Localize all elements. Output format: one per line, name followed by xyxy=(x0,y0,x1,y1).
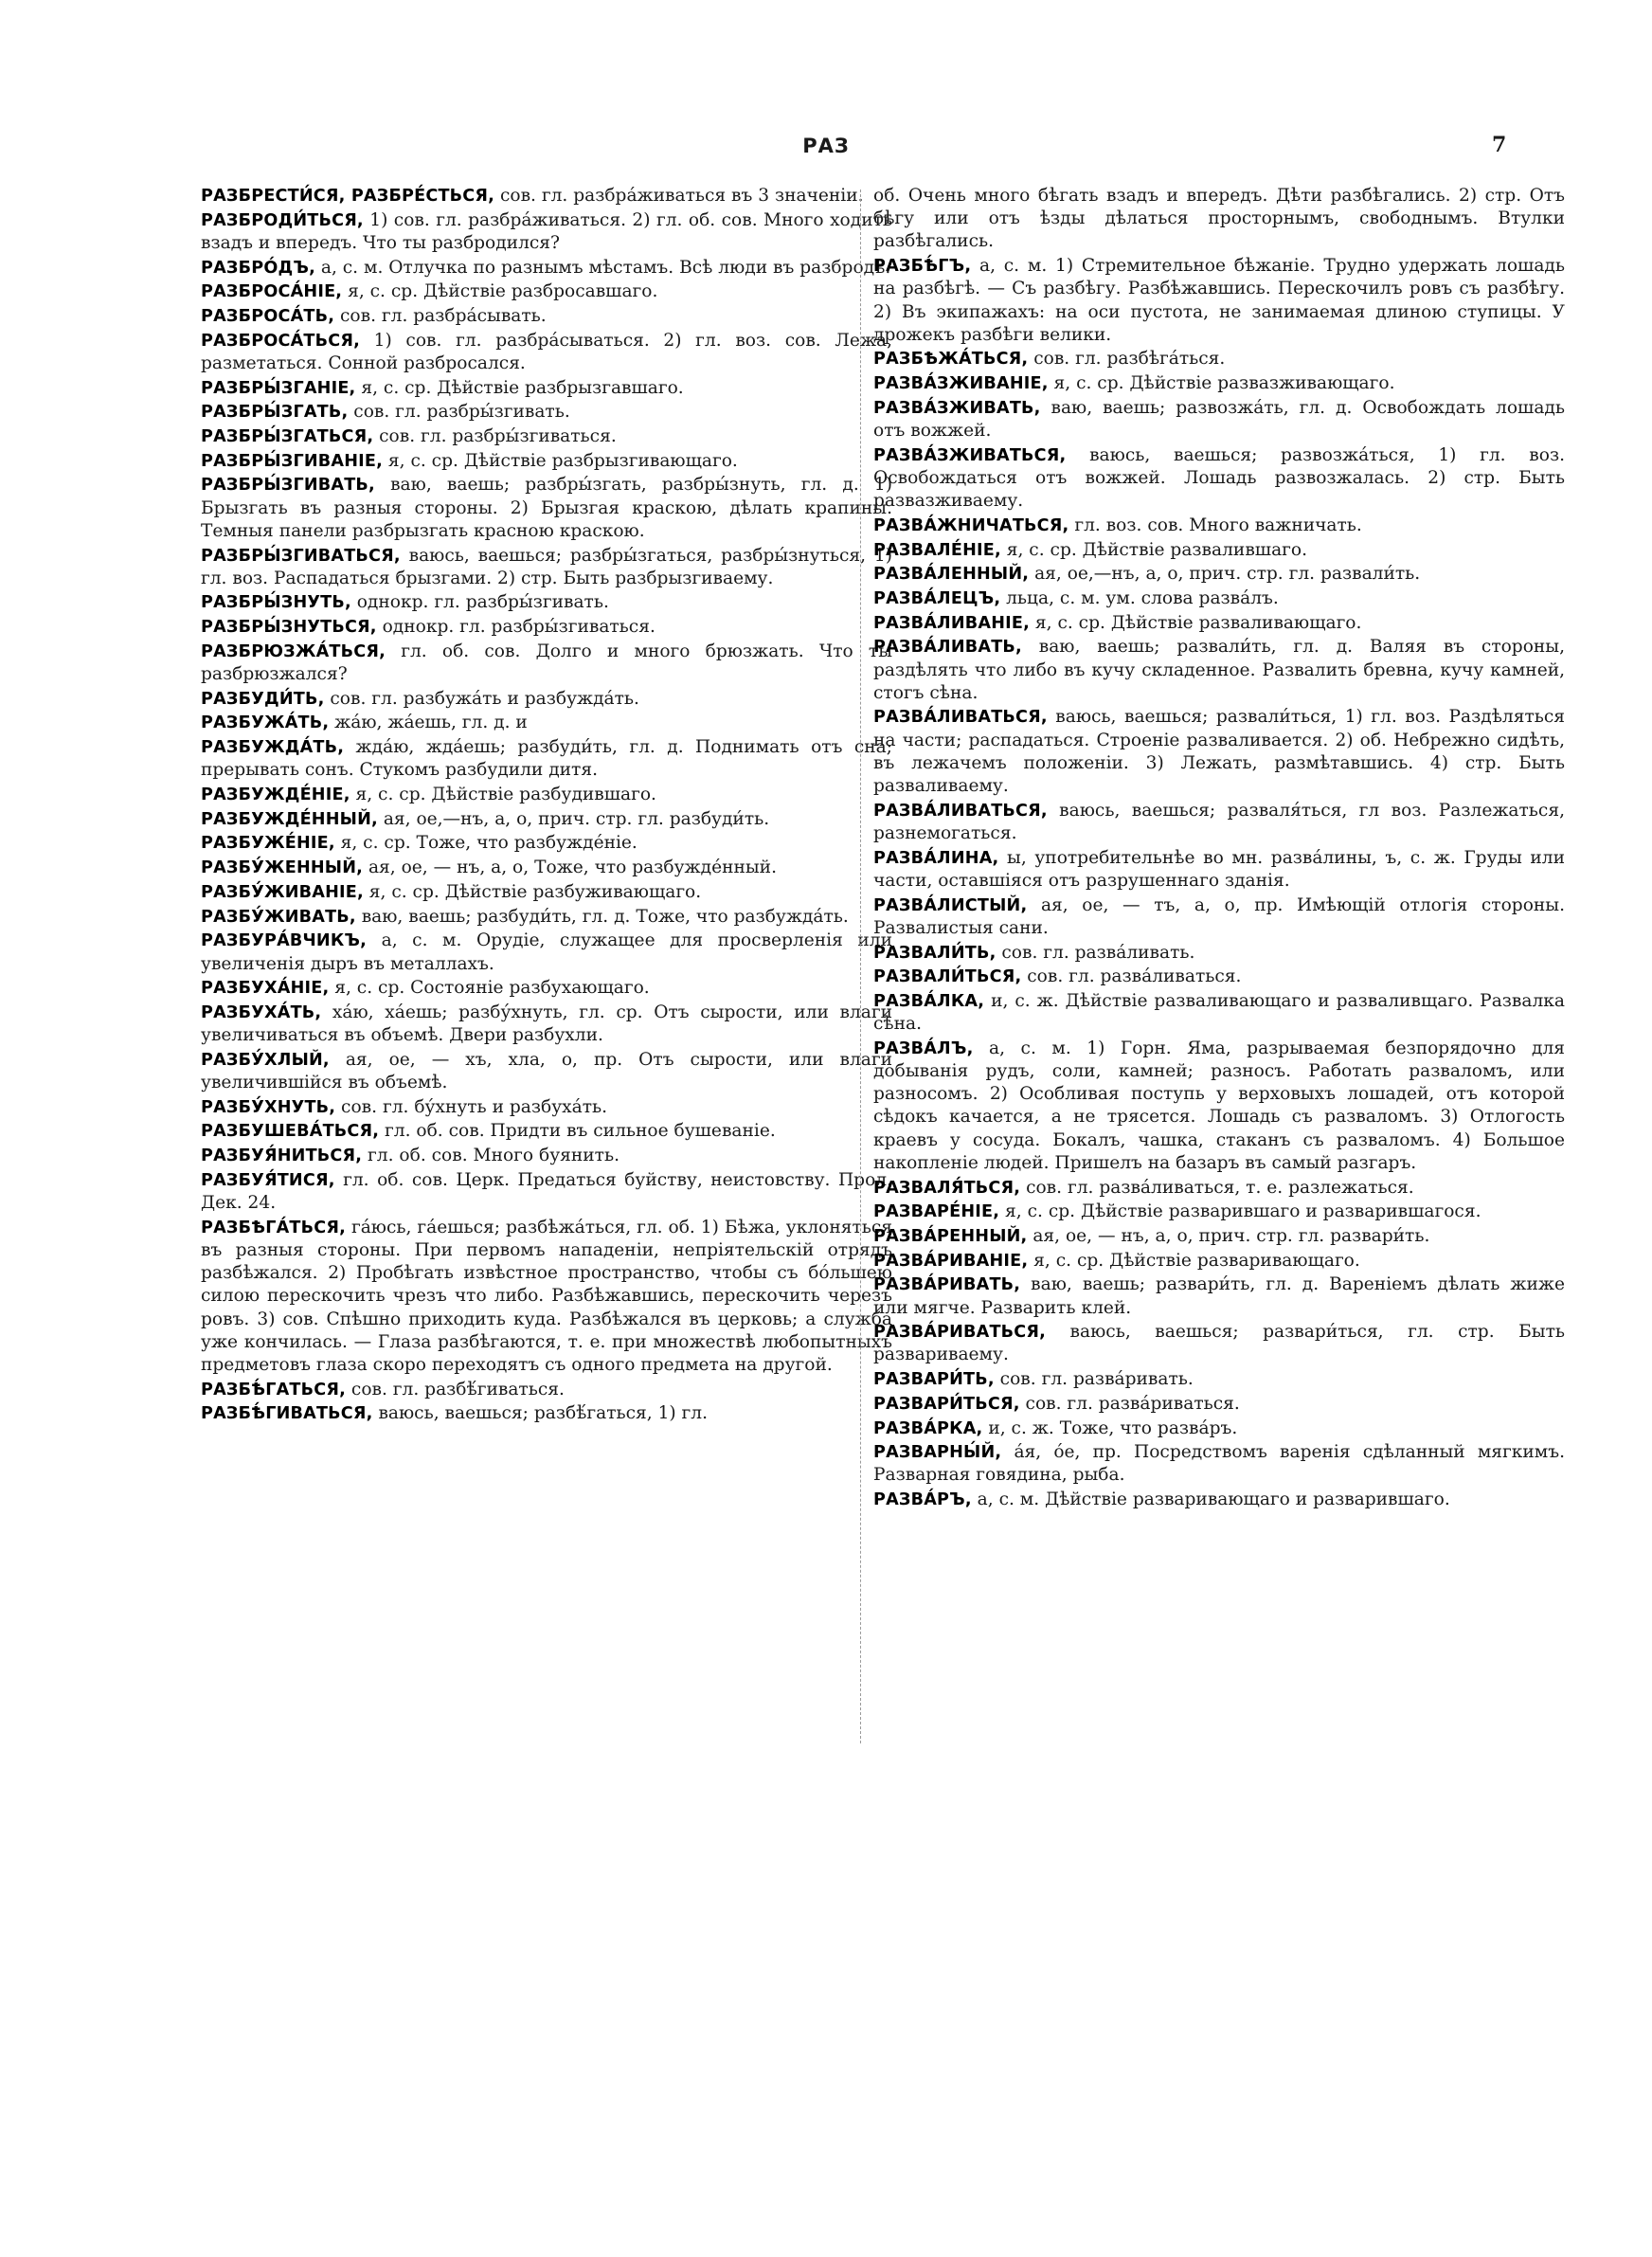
entry-headword: РАЗВАЛИ́ТЬ, xyxy=(873,943,997,963)
entry-definition: ха́ю, ха́ешь; разбу́хнуть, гл. ср. Отъ сырости, или влаги увеличиваться въ объемѣ. Двери разбухли. xyxy=(201,1002,892,1046)
entry-headword: РАЗБУЯ́НИТЬСЯ, xyxy=(201,1147,363,1166)
entry-headword: РАЗВА́ЛИВАТЬСЯ, xyxy=(873,801,1048,821)
dictionary-entry xyxy=(873,185,1565,254)
dictionary-entry xyxy=(873,348,1565,370)
dictionary-entry xyxy=(201,1379,892,1401)
entry-definition: ая, ое, — хъ, хла, о, пр. Отъ сырости, или влаги увеличившійся въ объемѣ. xyxy=(201,1049,892,1093)
dictionary-entry xyxy=(201,545,892,590)
entry-definition: ваю, ваешь; развари́ть, гл. д. Вареніемъ дѣлать жиже или мягче. Разварить клей. xyxy=(873,1274,1565,1318)
dictionary-entry xyxy=(873,1393,1565,1416)
entry-definition: и, с. ж. Тоже, что разва́ръ. xyxy=(982,1417,1238,1438)
entry-definition: гл. об. сов. Придти въ сильное бушеваніе. xyxy=(379,1121,776,1142)
entry-definition: сов. гл. бу́хнуть и разбуха́ть. xyxy=(335,1096,608,1117)
right-column xyxy=(873,185,1565,1513)
dictionary-entry xyxy=(201,185,892,208)
dictionary-entry xyxy=(873,1273,1565,1319)
dictionary-entry xyxy=(873,612,1565,635)
entry-headword: РАЗБУХА́ТЬ, xyxy=(201,1002,322,1022)
entry-definition: ваю, ваешь; разбуди́ть, гл. д. Тоже, что разбужда́ть. xyxy=(355,906,849,927)
dictionary-entry xyxy=(201,591,892,614)
entry-definition: сов. гл. разбѣ́гиваться. xyxy=(346,1379,565,1399)
entry-headword: РАЗБУ́ЖИВАНІЕ, xyxy=(201,882,364,902)
dictionary-entry xyxy=(201,616,892,639)
dictionary-entry xyxy=(873,894,1565,940)
entry-definition: жа́ю, жа́ешь, гл. д. и xyxy=(329,713,528,733)
dictionary-entry xyxy=(201,1145,892,1167)
entry-headword: РАЗБѢЖА́ТЬСЯ, xyxy=(873,350,1029,370)
entry-headword: РАЗВА́ЛИСТЫЙ, xyxy=(873,895,1028,915)
entry-definition: об. Очень много бѣгать взадъ и впередъ. Дѣти разбѣгались. 2) стр. Отъ бѣгу или отъ ѣзды дѣлаться просторнымъ, свободнымъ. Втулки разбѣгались. xyxy=(873,186,1565,252)
entry-definition: ая, ое,—нъ, а, о, прич. стр. гл. развали́ть. xyxy=(1029,564,1421,585)
entry-definition: и, с. ж. Дѣйствіе разваливающаго и разваливщаго. Развалка сѣна. xyxy=(873,990,1565,1035)
dictionary-entry xyxy=(201,712,892,734)
entry-headword: РАЗБУ́ХНУТЬ, xyxy=(201,1097,336,1117)
dictionary-entry xyxy=(201,330,892,375)
dictionary-entry xyxy=(201,280,892,303)
dictionary-entry xyxy=(201,930,892,975)
entry-headword: РАЗБУЖДЕ́НІЕ, xyxy=(201,785,350,805)
dictionary-entry xyxy=(873,397,1565,442)
dictionary-entry xyxy=(201,450,892,473)
entry-definition: сов. гл. разва́ливаться, т. е. разлежаться. xyxy=(1020,1177,1414,1198)
dictionary-entry xyxy=(201,1096,892,1119)
dictionary-entry xyxy=(201,808,892,831)
entry-headword: РАЗВА́ЛИВАТЬ, xyxy=(873,638,1022,658)
entry-headword: РАЗБРОДИ́ТЬСЯ, xyxy=(201,210,364,230)
entry-definition: сов. гл. разбры́згивать. xyxy=(348,402,570,423)
entry-definition: ваюсь, ваешься; разваля́ться, гл воз. Разлежаться, разнемогаться. xyxy=(873,800,1565,843)
entry-headword: РАЗВА́РИВАТЬ, xyxy=(873,1275,1021,1295)
entry-headword: РАЗВА́ЛИВАНІЕ, xyxy=(873,613,1030,633)
dictionary-entry xyxy=(873,539,1565,562)
dictionary-entry xyxy=(201,257,892,280)
entry-headword: РАЗБУЖДА́ТЬ, xyxy=(201,738,345,758)
entry-headword: РАЗВАРИ́ТЬСЯ, xyxy=(873,1394,1020,1414)
entry-definition: я, с. ср. Дѣйствіе развазживающаго. xyxy=(1048,373,1395,394)
entry-headword: РАЗБРЫ́ЗГАТЬ, xyxy=(201,403,349,423)
dictionary-entry xyxy=(873,563,1565,586)
entry-definition: а, с. м. 1) Стремительное бѣжаніе. Трудно удержать лошадь на разбѣгѣ. — Съ разбѣгу. Разбѣжавшись. Перескочилъ ровъ съ разбѣгу. 2) Въ экипажахъ: на оси пустота, не занимаемая длиною ступицы. У дрожекъ разбѣги велики. xyxy=(873,256,1565,345)
entry-definition: ваюсь, ваешься; развари́ться, гл. стр. Быть развариваему. xyxy=(873,1322,1565,1365)
entry-definition: я, с. ср. Дѣйствіе разваривающаго. xyxy=(1028,1250,1360,1271)
dictionary-entry xyxy=(873,1038,1565,1175)
entry-headword: РАЗБѢ́ГИВАТЬСЯ, xyxy=(201,1404,373,1424)
dictionary-entry xyxy=(201,401,892,424)
dictionary-entry xyxy=(873,1489,1565,1511)
page-number: 7 xyxy=(1492,133,1507,157)
entry-headword: РАЗБУШЕВА́ТЬСЯ, xyxy=(201,1122,380,1142)
dictionary-entry xyxy=(201,474,892,543)
dictionary-entry xyxy=(201,857,892,879)
entry-definition: я, с. ср. Дѣйствіе разбрызгивающаго. xyxy=(382,450,738,471)
entry-headword: РАЗВАЛЯ́ТЬСЯ, xyxy=(873,1178,1021,1198)
dictionary-entry xyxy=(873,1368,1565,1391)
entry-definition: ваю, ваешь; развозжа́ть, гл. д. Освобождать лошадь отъ вожжей. xyxy=(873,397,1565,442)
dictionary-entry xyxy=(201,1402,892,1425)
entry-headword: РАЗВАРЕ́НІЕ, xyxy=(873,1202,1000,1222)
entry-definition: сов. гл. разва́риваться. xyxy=(1019,1393,1240,1414)
entry-definition: сов. гл. разбра́сывать. xyxy=(334,306,547,327)
entry-definition: ая, ое,—нъ, а, о, прич. стр. гл. разбуди́ть. xyxy=(377,808,770,829)
entry-definition: ваюсь, ваешься; разбры́згаться, разбры́знуться, 1) гл. воз. Распадаться брызгами. 2) стр. Быть разбрызгиваему. xyxy=(201,545,892,588)
dictionary-entry xyxy=(873,636,1565,705)
dictionary-entry xyxy=(873,847,1565,893)
entry-headword: РАЗБУДИ́ТЬ, xyxy=(201,689,325,709)
entry-headword: РАЗБРОСА́ТЬСЯ, xyxy=(201,331,360,351)
entry-headword: РАЗВА́ЛИВАТЬСЯ, xyxy=(873,708,1048,728)
entry-headword: РАЗБѢ́ГЪ, xyxy=(873,257,972,277)
entry-headword: РАЗБРЫ́ЗНУТЬ, xyxy=(201,593,351,613)
entry-definition: а, с. м. Дѣйствіе разваривающаго и разварившаго. xyxy=(971,1490,1450,1510)
running-head: РАЗ xyxy=(802,135,850,157)
dictionary-entry xyxy=(201,832,892,855)
entry-headword: РАЗБУЖЕ́НІЕ, xyxy=(201,834,335,854)
entry-definition: гл. воз. сов. Много важничать. xyxy=(1068,515,1362,535)
entry-definition: ваюсь, ваешься; разбѣ́гаться, 1) гл. xyxy=(372,1403,709,1424)
dictionary-entry xyxy=(201,641,892,686)
entry-definition: я, с. ср. Дѣйствіе разварившаго и разварившагося. xyxy=(999,1201,1481,1222)
entry-definition: 1) сов. гл. разбра́живаться. 2) гл. об. сов. Много ходить взадъ и впередъ. Что ты разбродился? xyxy=(201,209,892,253)
entry-definition: а, с. м. 1) Горн. Яма, разрываемая безпорядочно для добыванія рудъ, соли, камней; разносъ. Работать разваломъ, или разносомъ. 2) Особливая поступь у верховыхъ лошадей, отъ которой сѣдокъ качается, а не трясется. Лошадь съ разваломъ. 3) Отлогость краевъ у сосуда. Бокалъ, чашка, стаканъ съ разваломъ. 4) Большое накопленіе людей. Пришелъ на базаръ въ самый разгаръ. xyxy=(873,1038,1565,1173)
entry-headword: РАЗБУЖДЕ́ННЫЙ, xyxy=(201,809,378,829)
entry-headword: РАЗВАРИ́ТЬ, xyxy=(873,1370,995,1390)
dictionary-entry xyxy=(201,688,892,711)
entry-definition: а, с. м. Отлучка по разнымъ мѣстамъ. Всѣ люди въ разбродѣ. xyxy=(314,257,891,278)
entry-definition: 1) сов. гл. разбра́сываться. 2) гл. воз. сов. Лежа, разметаться. Сонной разбросался. xyxy=(201,330,892,373)
entry-definition: ваюсь, ваешься; развали́ться, 1) гл. воз. Раздѣляться на части; распадаться. Строеніе разваливается. 2) об. Небрежно сидѣть, въ лежачемъ положеніи. 3) Лежать, размѣтавшись. 4) стр. Быть разваливаему. xyxy=(873,707,1565,797)
entry-definition: я, с. ср. Тоже, что разбужде́ніе. xyxy=(334,833,637,854)
dictionary-entry xyxy=(873,990,1565,1036)
dictionary-entry xyxy=(873,1201,1565,1223)
entry-headword: РАЗВА́РКА, xyxy=(873,1418,983,1438)
entry-headword: РАЗБУЖА́ТЬ, xyxy=(201,713,330,733)
entry-definition: сов. гл. разбры́згиваться. xyxy=(373,426,617,447)
dictionary-entry xyxy=(201,425,892,448)
entry-headword: РАЗВА́ЛЪ, xyxy=(873,1038,974,1058)
dictionary-entry xyxy=(873,1250,1565,1273)
entry-definition: гл. об. сов. Церк. Предаться буйству, неистовству. Прол. Дек. 24. xyxy=(201,1169,892,1214)
entry-headword: РАЗБУ́ХЛЫЙ, xyxy=(201,1050,330,1070)
entry-definition: льца, с. м. ум. слова разва́лъ. xyxy=(1000,587,1279,608)
entry-headword: РАЗВА́ЗЖИВАТЬСЯ, xyxy=(873,445,1067,465)
entry-headword: РАЗБРЫ́ЗГАНІЕ, xyxy=(201,378,356,398)
entry-headword: РАЗБУ́ЖЕННЫЙ, xyxy=(201,858,364,878)
dictionary-entry xyxy=(873,255,1565,347)
dictionary-entry xyxy=(873,1321,1565,1366)
entry-headword: РАЗВА́ЛКА, xyxy=(873,991,985,1011)
dictionary-entry xyxy=(873,515,1565,537)
entry-headword: РАЗБРЫ́ЗНУТЬСЯ, xyxy=(201,618,377,638)
entry-headword: РАЗВА́РЪ, xyxy=(873,1490,972,1510)
entry-headword: РАЗБРОСА́ТЬ, xyxy=(201,307,335,327)
column-divider xyxy=(860,190,861,1743)
entry-definition: я, с. ср. Дѣйствіе разбудившаго. xyxy=(350,785,656,805)
dictionary-entry xyxy=(201,784,892,806)
dictionary-entry xyxy=(201,906,892,929)
entry-definition: я, с. ср. Состояніе разбухающаго. xyxy=(329,978,650,999)
entry-definition: я, с. ср. Дѣйствіе разбуживающаго. xyxy=(363,881,702,902)
entry-headword: РАЗВАРНЫ́Й, xyxy=(873,1443,1002,1463)
entry-headword: РАЗВА́ЖНИЧАТЬСЯ, xyxy=(873,515,1069,535)
entry-headword: РАЗБРО́ДЪ, xyxy=(201,258,315,278)
entry-headword: РАЗВА́РИВАТЬСЯ, xyxy=(873,1323,1047,1343)
entry-definition: однокр. гл. разбры́згивать. xyxy=(350,592,609,613)
dictionary-entry xyxy=(201,305,892,328)
entry-definition: а́я, о́е, пр. Посредствомъ варенія сдѣланный мягкимъ. Разварная говядина, рыба. xyxy=(873,1442,1565,1486)
dictionary-entry xyxy=(873,372,1565,395)
dictionary-entry xyxy=(873,706,1565,798)
entry-headword: РАЗВА́ЗЖИВАТЬ, xyxy=(873,398,1041,418)
dictionary-entry xyxy=(873,1441,1565,1487)
entry-headword: РАЗВАЛИ́ТЬСЯ, xyxy=(873,967,1022,987)
dictionary-entry xyxy=(201,1217,892,1377)
entry-definition: жда́ю, жда́ешь; разбуди́ть, гл. д. Поднимать отъ сна; прерывать сонъ. Стукомъ разбудили дитя. xyxy=(201,737,892,781)
entry-definition: я, с. ср. Дѣйствіе разваливающаго. xyxy=(1029,612,1362,633)
entry-headword: РАЗВА́ЛЕННЫЙ, xyxy=(873,565,1030,585)
entry-headword: РАЗБРЮЗЖА́ТЬСЯ, xyxy=(201,641,386,661)
dictionary-entry xyxy=(873,942,1565,965)
entry-definition: я, с. ср. Дѣйствіе разбросавшаго. xyxy=(342,281,658,302)
dictionary-entry xyxy=(873,1225,1565,1248)
dictionary-entry xyxy=(201,377,892,400)
entry-definition: ваюсь, ваешься; развозжа́ться, 1) гл. воз. Освобождаться отъ вожжей. Лошадь развозжалась. 2) стр. Быть развазживаему. xyxy=(873,444,1565,512)
entry-definition: сов. гл. разва́ливать. xyxy=(996,942,1195,963)
entry-headword: РАЗВА́РИВАНІЕ, xyxy=(873,1251,1029,1271)
entry-definition: гл. об. сов. Много буянить. xyxy=(362,1146,620,1166)
entry-definition: я, с. ср. Дѣйствіе разбрызгавшаго. xyxy=(355,377,684,398)
entry-headword: РАЗБРЕСТИ́СЯ, РАЗБРЕ́СТЬСЯ, xyxy=(201,187,495,206)
dictionary-entry xyxy=(201,1002,892,1047)
dictionary-entry xyxy=(201,209,892,255)
entry-definition: ая, ое, — тъ, а, о, пр. Имѣющій отлогія стороны. Развалистыя сани. xyxy=(873,894,1565,938)
entry-definition: сов. гл. разбѣга́ться. xyxy=(1028,349,1226,370)
entry-headword: РАЗБУЯ́ТИСЯ, xyxy=(201,1170,335,1190)
entry-headword: РАЗБѢГА́ТЬСЯ, xyxy=(201,1218,346,1237)
dictionary-entry xyxy=(201,1169,892,1215)
entry-headword: РАЗВА́ЛИНА, xyxy=(873,848,999,868)
entry-headword: РАЗБРЫ́ЗГАТЬСЯ, xyxy=(201,427,374,447)
entry-headword: РАЗВА́ЛЕЦЪ, xyxy=(873,588,1001,608)
entry-headword: РАЗБРОСА́НІЕ, xyxy=(201,282,343,302)
dictionary-entry xyxy=(873,444,1565,514)
entry-headword: РАЗВАЛЕ́НІЕ, xyxy=(873,540,1001,560)
entry-definition: однокр. гл. разбры́згиваться. xyxy=(376,617,655,638)
entry-definition: я, с. ср. Дѣйствіе развалившаго. xyxy=(1000,539,1308,560)
dictionary-entry xyxy=(873,587,1565,610)
entry-definition: ая, ое, — нъ, а, о, Тоже, что разбужде́нный. xyxy=(363,858,777,878)
entry-definition: ая, ое, — нъ, а, о, прич. стр. гл. развари́ть. xyxy=(1027,1225,1430,1246)
entry-headword: РАЗБѢ́ГАТЬСЯ, xyxy=(201,1380,346,1399)
dictionary-entry xyxy=(873,1417,1565,1440)
entry-definition: сов. гл. разбужа́ть и разбужда́ть. xyxy=(324,688,639,709)
dictionary-entry xyxy=(873,800,1565,845)
entry-headword: РАЗВА́РЕННЫЙ, xyxy=(873,1226,1028,1246)
entry-definition: гл. об. сов. Долго и много брюзжать. Что ты разбрюзжался? xyxy=(201,641,892,685)
dictionary-entry xyxy=(201,736,892,782)
dictionary-entry xyxy=(201,1049,892,1094)
entry-headword: РАЗБУ́ЖИВАТЬ, xyxy=(201,907,356,927)
entry-headword: РАЗБУХА́НІЕ, xyxy=(201,979,330,999)
entry-headword: РАЗБРЫ́ЗГИВАТЬСЯ, xyxy=(201,546,401,566)
dictionary-entry xyxy=(873,966,1565,988)
entry-definition: ваю, ваешь; развали́ть, гл. д. Валяя въ стороны, раздѣлять что либо въ кучу складенное. Развалить бревна, кучу камней, стогъ сѣна. xyxy=(873,637,1565,703)
entry-headword: РАЗВА́ЗЖИВАНІЕ, xyxy=(873,374,1049,394)
dictionary-entry xyxy=(873,1177,1565,1200)
left-column xyxy=(201,185,892,1427)
entry-definition: сов. гл. разбра́живаться въ 3 значеніи. xyxy=(494,186,864,206)
dictionary-entry xyxy=(201,881,892,904)
entry-definition: сов. гл. разва́ривать. xyxy=(994,1369,1194,1390)
dictionary-entry xyxy=(201,977,892,1000)
entry-headword: РАЗБУРА́ВЧИКЪ, xyxy=(201,931,368,951)
entry-definition: сов. гл. разва́ливаться. xyxy=(1021,966,1242,987)
entry-definition: а, с. м. Орудіе, служащее для просверленія или увеличенія дыръ въ металлахъ. xyxy=(201,930,892,974)
dictionary-entry xyxy=(201,1120,892,1143)
entry-definition: ваю, ваешь; разбры́згать, разбры́знуть, гл. д. 1) Брызгать въ разныя стороны. 2) Брызгая краскою, дѣлать крапины. Темныя панели разбрызгать красною краскою. xyxy=(201,475,892,541)
entry-definition: ы, употребительнѣе во мн. разва́лины, ъ, с. ж. Груды или части, оставшіяся отъ разрушеннаго зданія. xyxy=(873,847,1565,891)
entry-headword: РАЗБРЫ́ЗГИВАНІЕ, xyxy=(201,451,383,471)
entry-headword: РАЗБРЫ́ЗГИВАТЬ, xyxy=(201,476,375,496)
entry-definition: га́юсь, га́ешься; разбѣжа́ться, гл. об. 1) Бѣжа, уклоняться въ разныя стороны. При первомъ нападеніи, непріятельскій отрядъ разбѣжался. 2) Пробѣгать извѣстное пространство, чтобы съ бо́льшею силою перескочить чрезъ что либо. Разбѣжавшись, перескочить черезъ ровъ. 3) сов. Спѣшно приходить куда. Разбѣжался въ церковь; а служба уже кончилась. — Глаза разбѣгаются, т. е. при множествѣ любопытныхъ предметовъ глаза скоро переходятъ съ одного предмета на другой. xyxy=(201,1217,892,1375)
